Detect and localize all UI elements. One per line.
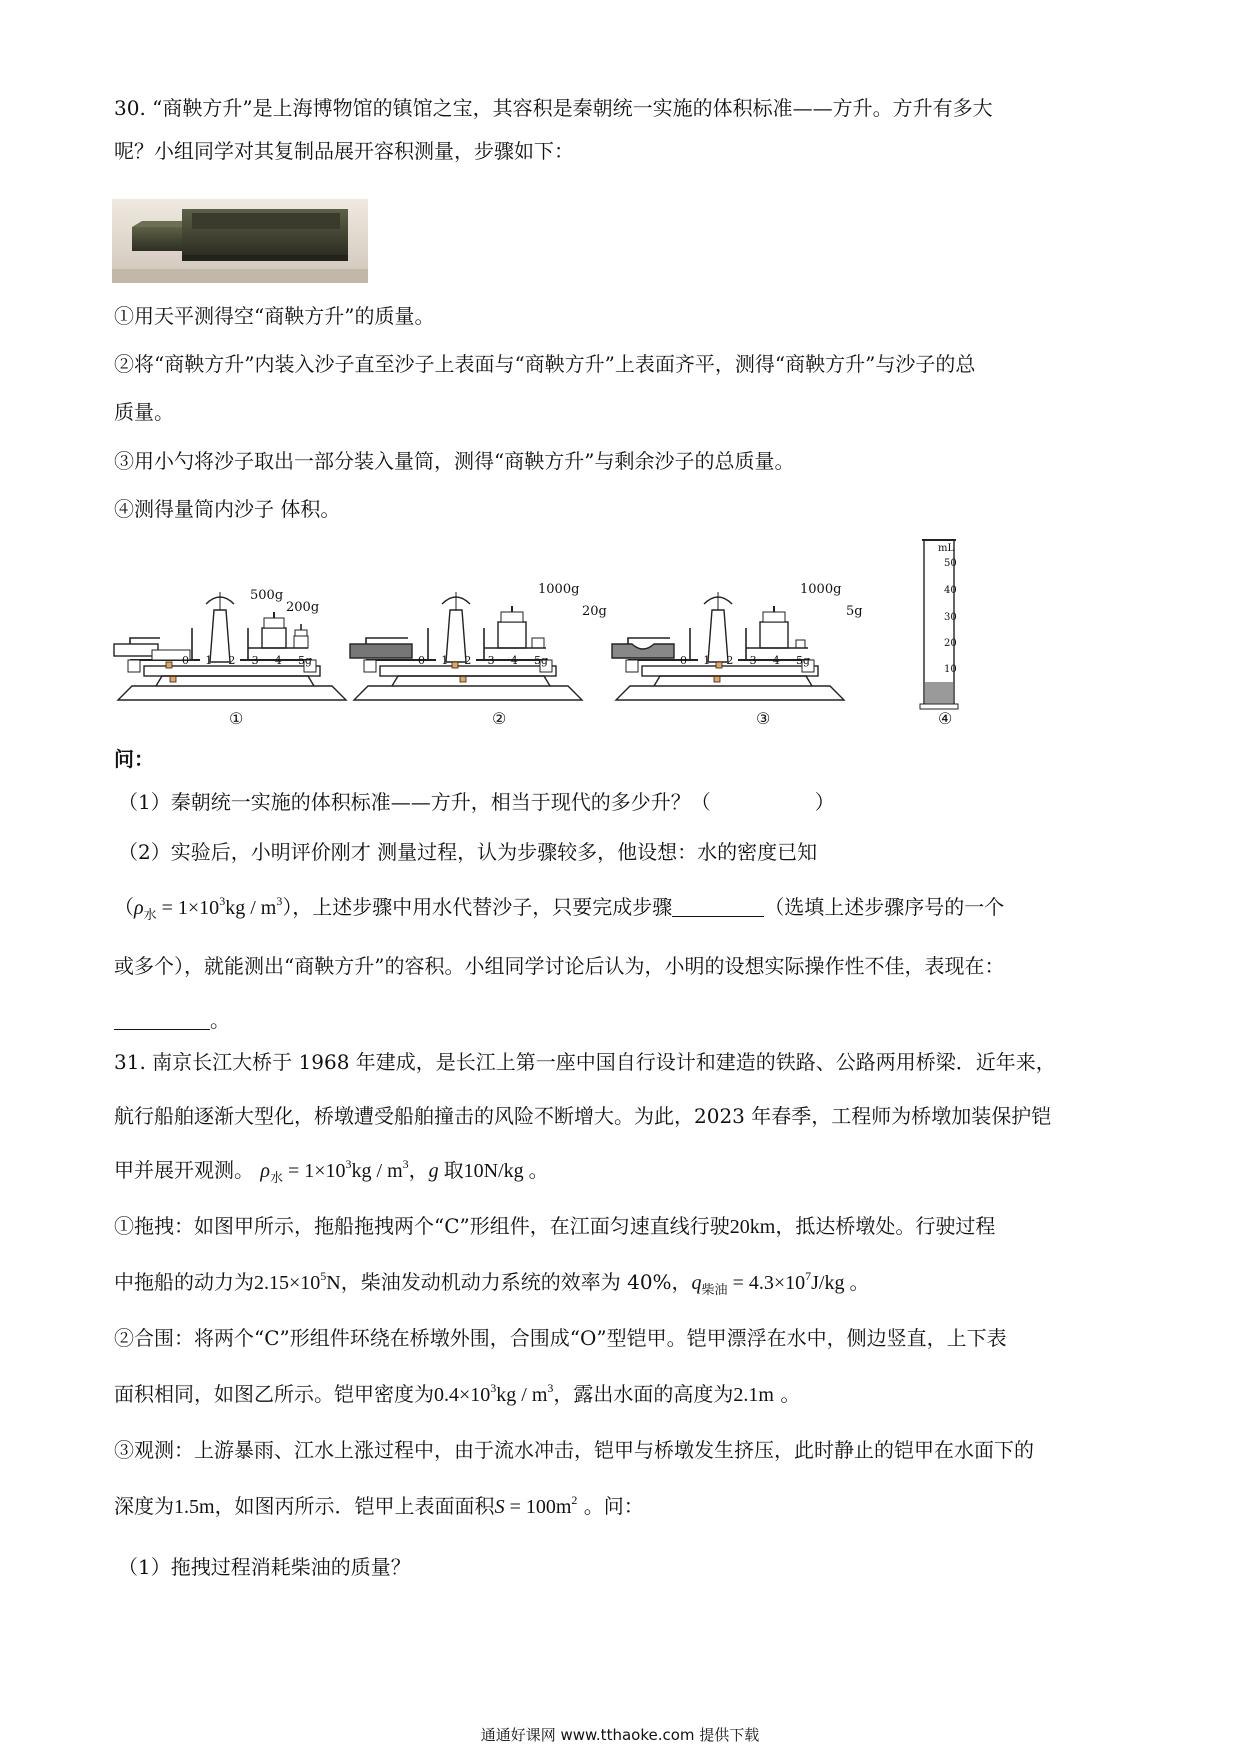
q31-step-1a: ①拖拽：如图甲所示，拖船拖拽两个“C”形组件，在江面匀速直线行驶20km，抵达桥墩处。行驶过程 [114,1214,996,1238]
q30-step-4: ④测得量筒内沙子 体积。 [114,497,341,521]
fig2-weight-20g: 20g [582,604,607,619]
fig3-label: ③ [756,709,771,728]
q31-step-2b: 面积相同，如图乙所示。铠甲密度为$0.4\times 10^3kg / m^3$，露出水面的高度为2.1m 。 [114,1381,801,1406]
q31-part-1: （1）拖拽过程消耗柴油的质量？ [118,1555,411,1579]
q31-line-2: 航行船舶逐渐大型化，桥墩遭受船舶撞击的风险不断增大。为此，2023 年春季，工程师为桥墩加装保护铠 [114,1104,1052,1128]
fig3-weight-5g: 5g [846,604,863,619]
shang-yang-fangsheng-photo [112,199,368,283]
cylinder-tick-40: 40 [944,585,957,596]
balance-figure-2 [350,592,582,700]
fig2-scale-ticks: 0 1 2 3 4 5g [418,654,548,667]
q30-part-2-b: $(\rho_水 = 1\times 10^3kg / m^3)$，上述步骤中用水代替沙子，只要完成步骤 （选填上述步骤序号的一个 [114,894,1005,923]
q31-step-1b: 中拖船的动力为$2.15\times 10^5N$，柴油发动机动力系统的效率为 40%，$q_{柴油} = 4.3\times 10^7J/kg$ 。 [114,1269,870,1298]
q30-step-2a: ②将“商鞅方升”内装入沙子直至沙子上表面与“商鞅方升”上表面齐平，测得“商鞅方升”与沙子的总 [114,352,976,376]
fig1-scale-ticks: 0 1 2 3 4 5g [182,654,312,667]
cylinder-unit: mL [938,543,955,554]
fig2-label: ② [492,709,507,728]
q30-line-1: 30. “商鞅方升”是上海博物馆的镇馆之宝，其容积是秦朝统一实施的体积标准——方升。方升有多大 [114,96,993,120]
q30-part-2-d: 。 [114,1006,230,1034]
cylinder-tick-30: 30 [944,612,957,623]
cylinder-tick-50: 50 [944,558,957,569]
fig4-label: ④ [938,709,953,728]
ask-label: 问： [114,747,154,771]
fig1-weight-200g: 200g [286,600,320,615]
answer-blank-steps[interactable] [672,896,764,917]
fig1-weight-500g: 500g [250,588,284,603]
q31-step-2a: ②合围：将两个“C”形组件环绕在桥墩外围，合围成“O”型铠甲。铠甲漂浮在水中，侧边竖直，上下表 [114,1326,1007,1350]
cylinder-tick-10: 10 [944,664,957,675]
q31-line-1: 31. 南京长江大桥于 1968 年建成，是长江上第一座中国自行设计和建造的铁路、公路两用桥梁．近年来， [114,1050,1056,1074]
balance-figures [100,532,980,732]
page-footer: 通通好课网 www.tthaoke.com 提供下载 [480,1726,760,1744]
q30-part-1: （1）秦朝统一实施的体积标准——方升，相当于现代的多少升？（ ） [118,790,835,814]
q31-step-3a: ③观测：上游暴雨、江水上涨过程中，由于流水冲击，铠甲与桥墩发生挤压，此时静止的铠甲在水面下的 [114,1438,1034,1462]
q30-part-2-c: 或多个），就能测出“商鞅方升”的容积。小组同学讨论后认为，小明的设想实际操作性不佳，表现在： [114,954,1005,978]
q30-step-3: ③用小勺将沙子取出一部分装入量筒，测得“商鞅方升”与剩余沙子的总质量。 [114,449,795,473]
q30-step-2b: 质量。 [114,400,174,424]
fig3-scale-ticks: 0 1 2 3 4 5g [680,654,810,667]
fig1-label: ① [229,709,244,728]
answer-blank-reason[interactable] [114,1009,210,1030]
q31-step-3b: 深度为1.5m，如图丙所示．铠甲上表面面积$S = 100m^2$ 。问： [114,1493,644,1518]
balance-figure-3 [612,592,844,700]
q30-step-1: ①用天平测得空“商鞅方升”的质量。 [114,304,435,328]
cylinder-tick-20: 20 [944,638,957,649]
fig2-weight-1000g: 1000g [538,582,580,597]
fig3-weight-1000g: 1000g [800,582,842,597]
q30-line-2: 呢？小组同学对其复制品展开容积测量，步骤如下： [114,139,574,163]
q30-part-2-a: （2）实验后，小明评价刚才 测量过程，认为步骤较多，他设想：水的密度已知 [118,840,818,864]
q31-line-3: 甲并展开观测。 $\rho_水 = 1\times 10^3kg / m^3$，g 取10N/kg 。 [114,1157,549,1186]
